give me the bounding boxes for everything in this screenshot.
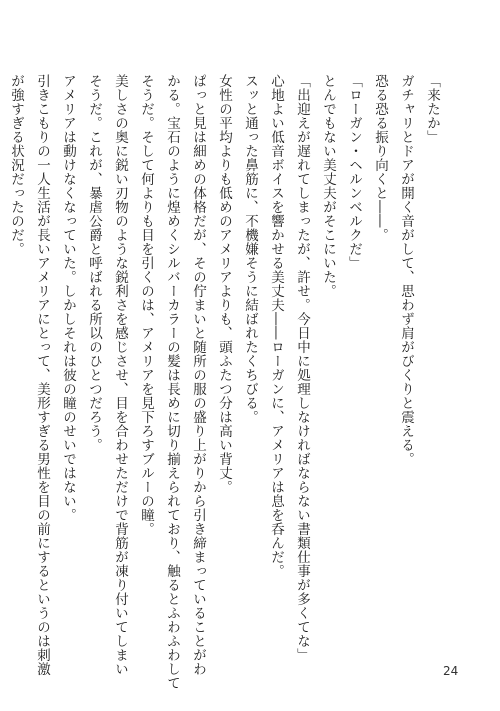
body-text <box>6 74 442 690</box>
text-line: ぱっと見は細めの体格だが、その佇まいと随所の服の盛り上がりから引き締まっていることがわ <box>190 74 206 676</box>
text-line: ガチャリとドアが開く音がして、思わず肩がびくりと震える。 <box>398 74 414 466</box>
text-line: そうだ。これが、暴虐公爵と呼ばれる所以のひとつだろう。 <box>86 74 102 452</box>
text-line: が強すぎる状況だったのだ。 <box>8 74 24 256</box>
text-line: アメリアは動けなくなっていた。しかしそれは彼の瞳のせいではない。 <box>60 74 76 522</box>
page-number: 24 <box>443 664 459 678</box>
text-line: 恐る恐る振り向くと――。 <box>372 74 388 242</box>
text-line: そうだ。そして何よりも目を引くのは、アメリアを見下ろすブルーの瞳。 <box>138 74 154 536</box>
text-line: スッと通った鼻筋に、不機嫌そうに結ばれたくちびる。 <box>242 74 258 424</box>
text-line: 「ローガン・ヘルンベルクだ」 <box>346 74 362 270</box>
text-line: 「出迎えが遅れてしまったが、許せ。今日中に処理しなければならない書類仕事が多くてな」 <box>294 74 310 662</box>
text-line: 引きこもりの一人生活が長いアメリアにとって、美形すぎる男性を目の前にするというのは刺激 <box>34 74 50 676</box>
text-line: かる。宝石のように煌めくシルバーカラーの髪は長めに切り揃えられており、触るとふわふわして <box>164 74 180 690</box>
text-line: 心地よい低音ボイスを響かせる美丈夫――ローガンに、アメリアは息を呑んだ。 <box>268 74 284 578</box>
text-line: 女性の平均よりも低めのアメリアよりも、頭ふたつ分は高い背丈。 <box>216 74 232 494</box>
text-line: 「来たか」 <box>424 74 440 144</box>
text-line: 美しさの奥に鋭い刃物のような鋭利さを感じさせ、目を合わせただけで背筋が凍り付いてしまい <box>112 74 128 676</box>
text-line: とんでもない美丈夫がそこにいた。 <box>320 74 336 298</box>
